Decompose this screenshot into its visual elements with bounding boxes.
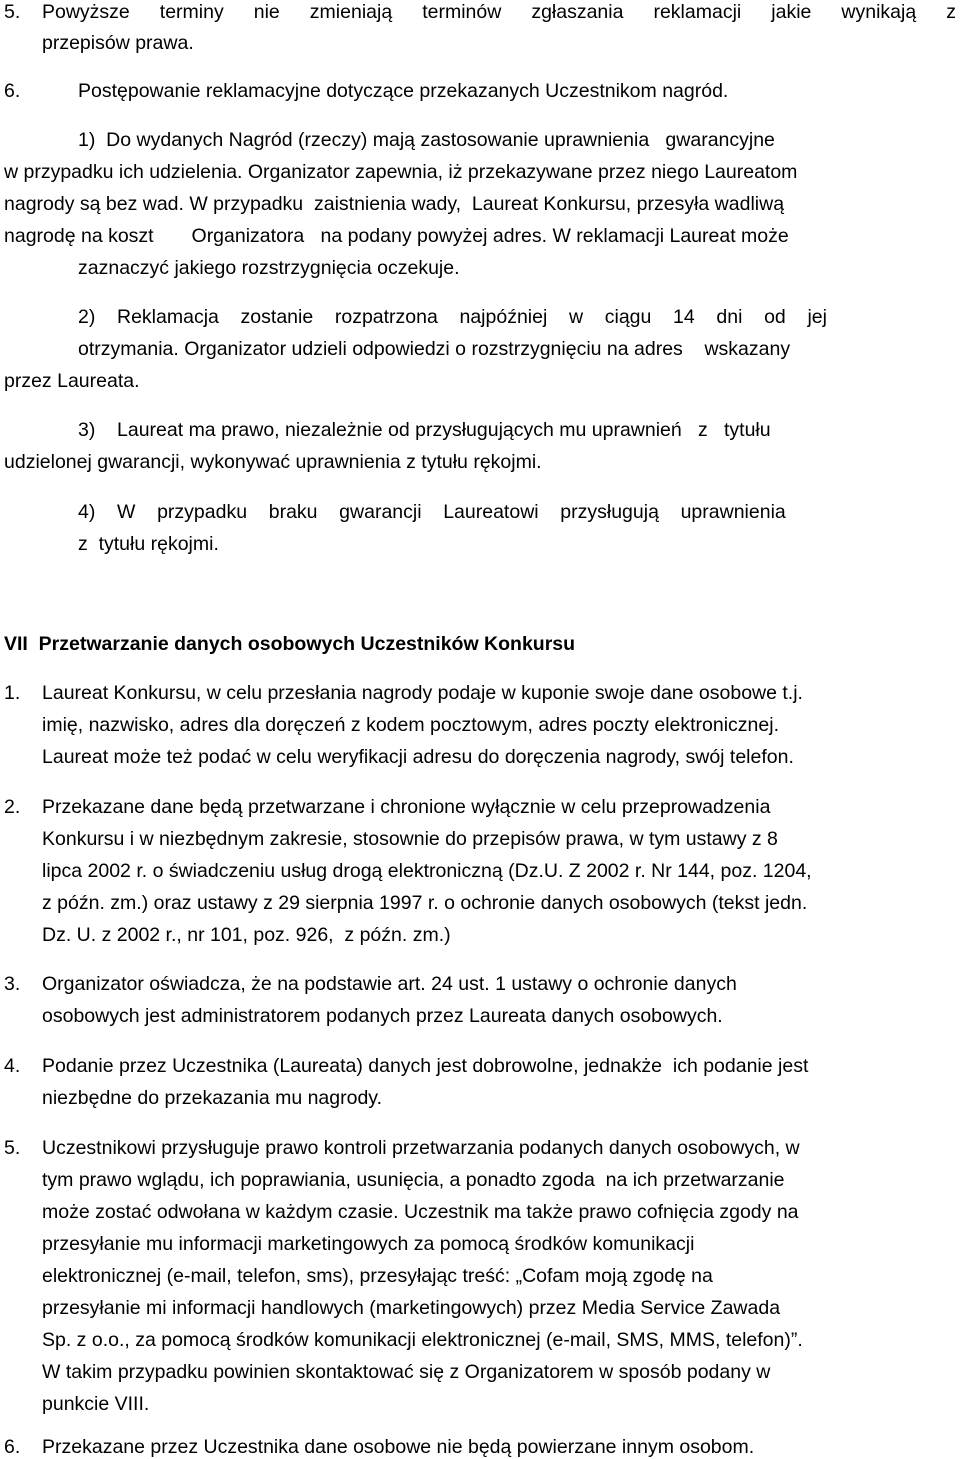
text-line: otrzymania. Organizator udzieli odpowiedzi o rozstrzygnięciu na adres wskazany bbox=[78, 338, 791, 360]
text-line: Dz. U. z 2002 r., nr 101, poz. 926, z późn. zm.) bbox=[42, 924, 451, 946]
text-line: Przekazane przez Uczestnika dane osobowe nie będą powierzane innym osobom. bbox=[42, 1436, 755, 1458]
list-number: 3. bbox=[4, 973, 21, 995]
word: terminy bbox=[159, 1, 224, 23]
word: z bbox=[946, 1, 956, 23]
list-number: 6. bbox=[4, 80, 21, 102]
text-line: przesyłanie mi informacji handlowych (marketingowych) przez Media Service Zawada bbox=[42, 1297, 781, 1319]
text-line: przez Laureata. bbox=[4, 370, 140, 392]
text-line: Organizator oświadcza, że na podstawie art. 24 ust. 1 ustawy o ochronie danych bbox=[42, 973, 737, 995]
text-line: W takim przypadku powinien skontaktować się z Organizatorem w sposób podany w bbox=[42, 1361, 771, 1383]
text-line: może zostać odwołana w każdym czasie. Uczestnik ma także prawo cofnięcia zgody na bbox=[42, 1201, 799, 1223]
text-line: udzielonej gwarancji, wykonywać uprawnienia z tytułu rękojmi. bbox=[4, 451, 542, 473]
text-line: przepisów prawa. bbox=[42, 32, 194, 54]
text-line: nagrodę na koszt Organizatora na podany powyżej adres. W reklamacji Laureat może bbox=[4, 225, 789, 247]
text-line: 3) Laureat ma prawo, niezależnie od przysługujących mu uprawnień z tytułu bbox=[78, 419, 771, 441]
text-line: 1) Do wydanych Nagród (rzeczy) mają zastosowanie uprawnienia gwarancyjne bbox=[78, 129, 775, 151]
text-line: osobowych jest administratorem podanych przez Laureata danych osobowych. bbox=[42, 1005, 723, 1027]
list-number: 1. bbox=[4, 682, 21, 704]
text-line: niezbędne do przekazania mu nagrody. bbox=[42, 1087, 383, 1109]
text-line: przesyłanie mu informacji marketingowych za pomocą środków komunikacji bbox=[42, 1233, 695, 1255]
text-line: Laureat Konkursu, w celu przesłania nagrody podaje w kuponie swoje dane osobowe t.j. bbox=[42, 682, 803, 704]
text-line: z późn. zm.) oraz ustawy z 29 sierpnia 1997 r. o ochronie danych osobowych (tekst jedn. bbox=[42, 892, 808, 914]
text-line: Sp. z o.o., za pomocą środków komunikacji elektronicznej (e-mail, SMS, MMS, telefon)”. bbox=[42, 1329, 803, 1351]
text-line: nagrody są bez wad. W przypadku zaistnienia wady, Laureat Konkursu, przesyła wadliwą bbox=[4, 193, 785, 215]
text-line: zaznaczyć jakiego rozstrzygnięcia oczekuje. bbox=[78, 257, 460, 279]
text-line: Uczestnikowi przysługuje prawo kontroli przetwarzania podanych danych osobowych, w bbox=[42, 1137, 800, 1159]
list-number: 5. bbox=[4, 1, 21, 23]
text-line: elektronicznej (e-mail, telefon, sms), przesyłając treść: „Cofam moją zgodę na bbox=[42, 1265, 713, 1287]
list-number: 2. bbox=[4, 796, 21, 818]
text-line: w przypadku ich udzielenia. Organizator zapewnia, iż przekazywane przez niego Laureatom bbox=[4, 161, 798, 183]
text-line: Przekazane dane będą przetwarzane i chronione wyłącznie w celu przeprowadzenia bbox=[42, 796, 771, 818]
text-line: z tytułu rękojmi. bbox=[78, 533, 219, 555]
text-line: punkcie VIII. bbox=[42, 1393, 150, 1415]
list-number: 5. bbox=[4, 1137, 21, 1159]
word: Powyższe bbox=[42, 1, 130, 23]
word: wynikają bbox=[841, 1, 917, 23]
text-line bbox=[42, 0, 956, 24]
section-heading: VII Przetwarzanie danych osobowych Uczestników Konkursu bbox=[4, 633, 576, 655]
text-line: Podanie przez Uczestnika (Laureata) danych jest dobrowolne, jednakże ich podanie jest bbox=[42, 1055, 809, 1077]
text-line: Laureat może też podać w celu weryfikacji adresu do doręczenia nagrody, swój telefon. bbox=[42, 746, 794, 768]
text-line: Konkursu i w niezbędnym zakresie, stosownie do przepisów prawa, w tym ustawy z 8 bbox=[42, 828, 778, 850]
text-line: 2) Reklamacja zostanie rozpatrzona najpóźniej w ciągu 14 dni od jej bbox=[78, 306, 827, 328]
text-line: 4) W przypadku braku gwarancji Laureatowi przysługują uprawnienia bbox=[78, 501, 786, 523]
list-number: 4. bbox=[4, 1055, 21, 1077]
word: nie bbox=[253, 1, 280, 23]
word: reklamacji bbox=[653, 1, 742, 23]
text-line: tym prawo wglądu, ich poprawiania, usunięcia, a ponadto zgoda na ich przetwarzanie bbox=[42, 1169, 785, 1191]
list-number: 6. bbox=[4, 1436, 21, 1458]
word: zmieniają bbox=[309, 1, 393, 23]
section-subheading: Postępowanie reklamacyjne dotyczące przekazanych Uczestnikom nagród. bbox=[78, 80, 729, 102]
word: terminów bbox=[422, 1, 502, 23]
text-line: lipca 2002 r. o świadczeniu usług drogą elektroniczną (Dz.U. Z 2002 r. Nr 144, poz. 1204, bbox=[42, 860, 812, 882]
text-line: imię, nazwisko, adres dla doręczeń z kodem pocztowym, adres poczty elektronicznej. bbox=[42, 714, 779, 736]
word: zgłaszania bbox=[531, 1, 624, 23]
word: jakie bbox=[771, 1, 812, 23]
